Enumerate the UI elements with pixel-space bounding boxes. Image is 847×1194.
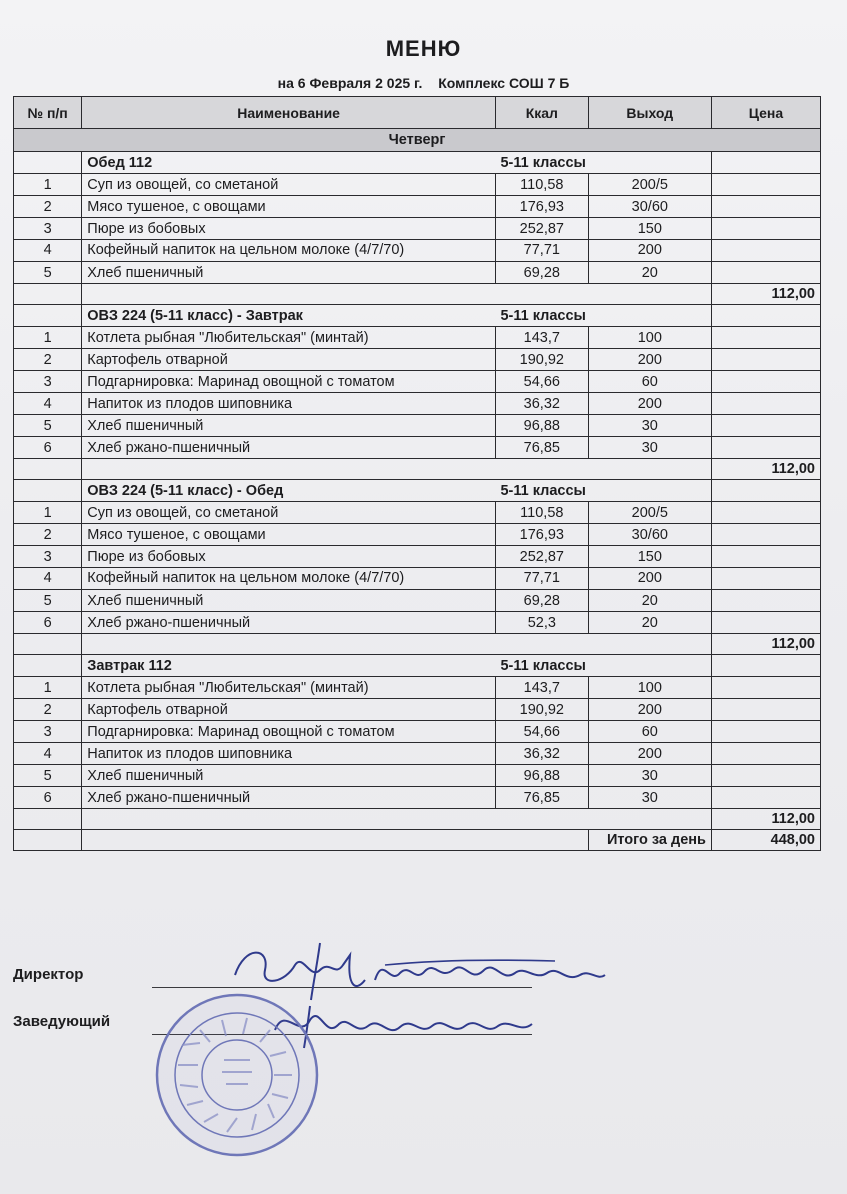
- item-number: 5: [14, 262, 82, 284]
- item-kcal: 252,87: [495, 546, 588, 568]
- item-name: Котлета рыбная "Любительская" (минтай): [82, 327, 496, 349]
- item-output: 200: [588, 743, 711, 765]
- item-output: 150: [588, 546, 711, 568]
- item-output: 60: [588, 721, 711, 743]
- item-output: 30: [588, 415, 711, 437]
- table-row: [14, 327, 821, 349]
- item-output: 200: [588, 240, 711, 262]
- section-num-cell: [14, 655, 82, 677]
- section-num-cell: [14, 152, 82, 174]
- table-row: [14, 502, 821, 524]
- table-row: [14, 677, 821, 699]
- item-name: Подгарнировка: Маринад овощной с томатом: [82, 371, 496, 393]
- total-blank-cell: [82, 459, 712, 480]
- item-price: [711, 721, 820, 743]
- item-output: 30: [588, 765, 711, 787]
- section-price-cell: [711, 655, 820, 677]
- item-output: 200/5: [588, 502, 711, 524]
- table-row: [14, 524, 821, 546]
- item-number: 1: [14, 677, 82, 699]
- item-output: 200: [588, 393, 711, 415]
- item-price: [711, 349, 820, 371]
- item-price: [711, 240, 820, 262]
- item-kcal: 54,66: [495, 371, 588, 393]
- item-kcal: 143,7: [495, 327, 588, 349]
- item-name: Напиток из плодов шиповника: [82, 743, 496, 765]
- item-number: 6: [14, 612, 82, 634]
- item-output: 200: [588, 568, 711, 590]
- item-price: [711, 196, 820, 218]
- table-row: [14, 218, 821, 240]
- section-price-cell: [711, 305, 820, 327]
- item-kcal: 36,32: [495, 393, 588, 415]
- section-total-value: 112,00: [711, 284, 820, 305]
- item-kcal: 190,92: [495, 699, 588, 721]
- item-price: [711, 174, 820, 196]
- item-name: Суп из овощей, со сметаной: [82, 174, 496, 196]
- item-price: [711, 546, 820, 568]
- section-title: Обед 112: [82, 152, 496, 174]
- section-header-row: [14, 305, 821, 327]
- item-number: 4: [14, 393, 82, 415]
- table-row: [14, 568, 821, 590]
- section-price-cell: [711, 480, 820, 502]
- day-total-label: Итого за день: [588, 830, 711, 851]
- item-output: 30/60: [588, 524, 711, 546]
- item-name: Суп из овощей, со сметаной: [82, 502, 496, 524]
- table-row: [14, 546, 821, 568]
- col-header-price: Цена: [711, 97, 820, 129]
- item-name: Хлеб пшеничный: [82, 765, 496, 787]
- table-row: [14, 393, 821, 415]
- item-kcal: 96,88: [495, 415, 588, 437]
- item-output: 100: [588, 677, 711, 699]
- col-header-output: Выход: [588, 97, 711, 129]
- table-row: [14, 787, 821, 809]
- item-number: 1: [14, 327, 82, 349]
- table-row: [14, 371, 821, 393]
- section-price-cell: [711, 152, 820, 174]
- item-number: 2: [14, 196, 82, 218]
- table-header-row: [14, 97, 821, 129]
- item-name: Кофейный напиток на цельном молоке (4/7/70): [82, 240, 496, 262]
- table-row: [14, 743, 821, 765]
- item-price: [711, 612, 820, 634]
- day-total-row: [14, 830, 821, 851]
- item-kcal: 52,3: [495, 612, 588, 634]
- item-output: 30: [588, 437, 711, 459]
- section-header-row: [14, 655, 821, 677]
- table-row: [14, 196, 821, 218]
- item-number: 2: [14, 524, 82, 546]
- section-total-row: [14, 284, 821, 305]
- item-kcal: 54,66: [495, 721, 588, 743]
- school-stamp-image: [152, 990, 322, 1160]
- item-name: Хлеб пшеничный: [82, 590, 496, 612]
- item-name: Хлеб пшеничный: [82, 415, 496, 437]
- section-num-cell: [14, 480, 82, 502]
- item-kcal: 176,93: [495, 524, 588, 546]
- item-name: Котлета рыбная "Любительская" (минтай): [82, 677, 496, 699]
- item-kcal: 76,85: [495, 437, 588, 459]
- day-label: Четверг: [14, 129, 821, 152]
- item-price: [711, 765, 820, 787]
- item-price: [711, 393, 820, 415]
- item-output: 30: [588, 787, 711, 809]
- director-label: Директор: [13, 966, 84, 983]
- item-price: [711, 787, 820, 809]
- section-total-value: 112,00: [711, 809, 820, 830]
- table-row: [14, 612, 821, 634]
- item-name: Хлеб ржано-пшеничный: [82, 612, 496, 634]
- table-row: [14, 721, 821, 743]
- total-blank-cell: [82, 284, 712, 305]
- menu-table: [13, 96, 821, 851]
- item-price: [711, 699, 820, 721]
- item-output: 200: [588, 699, 711, 721]
- item-output: 60: [588, 371, 711, 393]
- item-kcal: 77,71: [495, 240, 588, 262]
- col-header-num: № п/п: [14, 97, 82, 129]
- item-name: Кофейный напиток на цельном молоке (4/7/70): [82, 568, 496, 590]
- item-number: 1: [14, 174, 82, 196]
- table-row: [14, 174, 821, 196]
- item-kcal: 77,71: [495, 568, 588, 590]
- item-number: 3: [14, 546, 82, 568]
- table-row: [14, 240, 821, 262]
- section-classes: 5-11 классы: [495, 655, 711, 677]
- item-price: [711, 743, 820, 765]
- table-row: [14, 262, 821, 284]
- section-title: ОВЗ 224 (5-11 класс) - Обед: [82, 480, 496, 502]
- item-number: 2: [14, 349, 82, 371]
- item-name: Хлеб ржано-пшеничный: [82, 437, 496, 459]
- item-name: Подгарнировка: Маринад овощной с томатом: [82, 721, 496, 743]
- item-output: 150: [588, 218, 711, 240]
- item-kcal: 110,58: [495, 502, 588, 524]
- day-total-value: 448,00: [711, 830, 820, 851]
- item-name: Напиток из плодов шиповника: [82, 393, 496, 415]
- item-name: Мясо тушеное, с овощами: [82, 196, 496, 218]
- section-total-row: [14, 459, 821, 480]
- item-output: 200/5: [588, 174, 711, 196]
- col-header-name: Наименование: [82, 97, 496, 129]
- item-price: [711, 568, 820, 590]
- item-price: [711, 437, 820, 459]
- menu-table-body: [14, 129, 821, 851]
- item-output: 30/60: [588, 196, 711, 218]
- table-row: [14, 415, 821, 437]
- item-price: [711, 371, 820, 393]
- total-blank-cell: [82, 634, 712, 655]
- item-output: 200: [588, 349, 711, 371]
- item-kcal: 69,28: [495, 590, 588, 612]
- item-price: [711, 677, 820, 699]
- item-number: 6: [14, 437, 82, 459]
- item-name: Хлеб пшеничный: [82, 262, 496, 284]
- item-price: [711, 415, 820, 437]
- item-number: 6: [14, 787, 82, 809]
- table-row: [14, 437, 821, 459]
- item-number: 4: [14, 568, 82, 590]
- item-kcal: 76,85: [495, 787, 588, 809]
- total-num-cell: [14, 634, 82, 655]
- item-kcal: 176,93: [495, 196, 588, 218]
- document-title: МЕНЮ: [385, 36, 462, 61]
- total-blank-cell: [82, 809, 712, 830]
- table-row: [14, 765, 821, 787]
- section-num-cell: [14, 305, 82, 327]
- item-price: [711, 524, 820, 546]
- section-header-row: [14, 480, 821, 502]
- section-title: Завтрак 112: [82, 655, 496, 677]
- item-number: 4: [14, 743, 82, 765]
- item-price: [711, 218, 820, 240]
- item-number: 1: [14, 502, 82, 524]
- item-output: 100: [588, 327, 711, 349]
- item-name: Мясо тушеное, с овощами: [82, 524, 496, 546]
- total-num-cell: [14, 284, 82, 305]
- table-row: [14, 699, 821, 721]
- item-kcal: 252,87: [495, 218, 588, 240]
- item-kcal: 96,88: [495, 765, 588, 787]
- item-name: Пюре из бобовых: [82, 546, 496, 568]
- day-row: [14, 129, 821, 152]
- item-price: [711, 590, 820, 612]
- item-kcal: 110,58: [495, 174, 588, 196]
- item-name: Картофель отварной: [82, 699, 496, 721]
- item-number: 5: [14, 415, 82, 437]
- total-num-cell: [14, 459, 82, 480]
- item-name: Хлеб ржано-пшеничный: [82, 787, 496, 809]
- section-classes: 5-11 классы: [495, 480, 711, 502]
- section-classes: 5-11 классы: [495, 152, 711, 174]
- menu-date: на 6 Февраля 2 025 г.: [277, 75, 423, 91]
- item-number: 2: [14, 699, 82, 721]
- total-num-cell: [14, 809, 82, 830]
- item-output: 20: [588, 612, 711, 634]
- day-total-blank-cell: [82, 830, 588, 851]
- item-kcal: 69,28: [495, 262, 588, 284]
- col-header-kcal: Ккал: [495, 97, 588, 129]
- item-kcal: 36,32: [495, 743, 588, 765]
- section-total-value: 112,00: [711, 634, 820, 655]
- day-total-num-cell: [14, 830, 82, 851]
- item-kcal: 190,92: [495, 349, 588, 371]
- section-header-row: [14, 152, 821, 174]
- item-price: [711, 327, 820, 349]
- item-price: [711, 262, 820, 284]
- item-kcal: 143,7: [495, 677, 588, 699]
- section-total-row: [14, 634, 821, 655]
- item-number: 3: [14, 371, 82, 393]
- section-title: ОВЗ 224 (5-11 класс) - Завтрак: [82, 305, 496, 327]
- section-total-value: 112,00: [711, 459, 820, 480]
- item-number: 5: [14, 765, 82, 787]
- item-number: 3: [14, 721, 82, 743]
- item-name: Картофель отварной: [82, 349, 496, 371]
- section-classes: 5-11 классы: [495, 305, 711, 327]
- item-name: Пюре из бобовых: [82, 218, 496, 240]
- item-number: 3: [14, 218, 82, 240]
- table-row: [14, 590, 821, 612]
- item-output: 20: [588, 262, 711, 284]
- section-total-row: [14, 809, 821, 830]
- item-number: 5: [14, 590, 82, 612]
- item-price: [711, 502, 820, 524]
- document-subtitle: [0, 75, 847, 91]
- item-output: 20: [588, 590, 711, 612]
- item-number: 4: [14, 240, 82, 262]
- table-row: [14, 349, 821, 371]
- complex-name: Комплекс СОШ 7 Б: [438, 75, 570, 91]
- manager-label: Заведующий: [13, 1013, 111, 1030]
